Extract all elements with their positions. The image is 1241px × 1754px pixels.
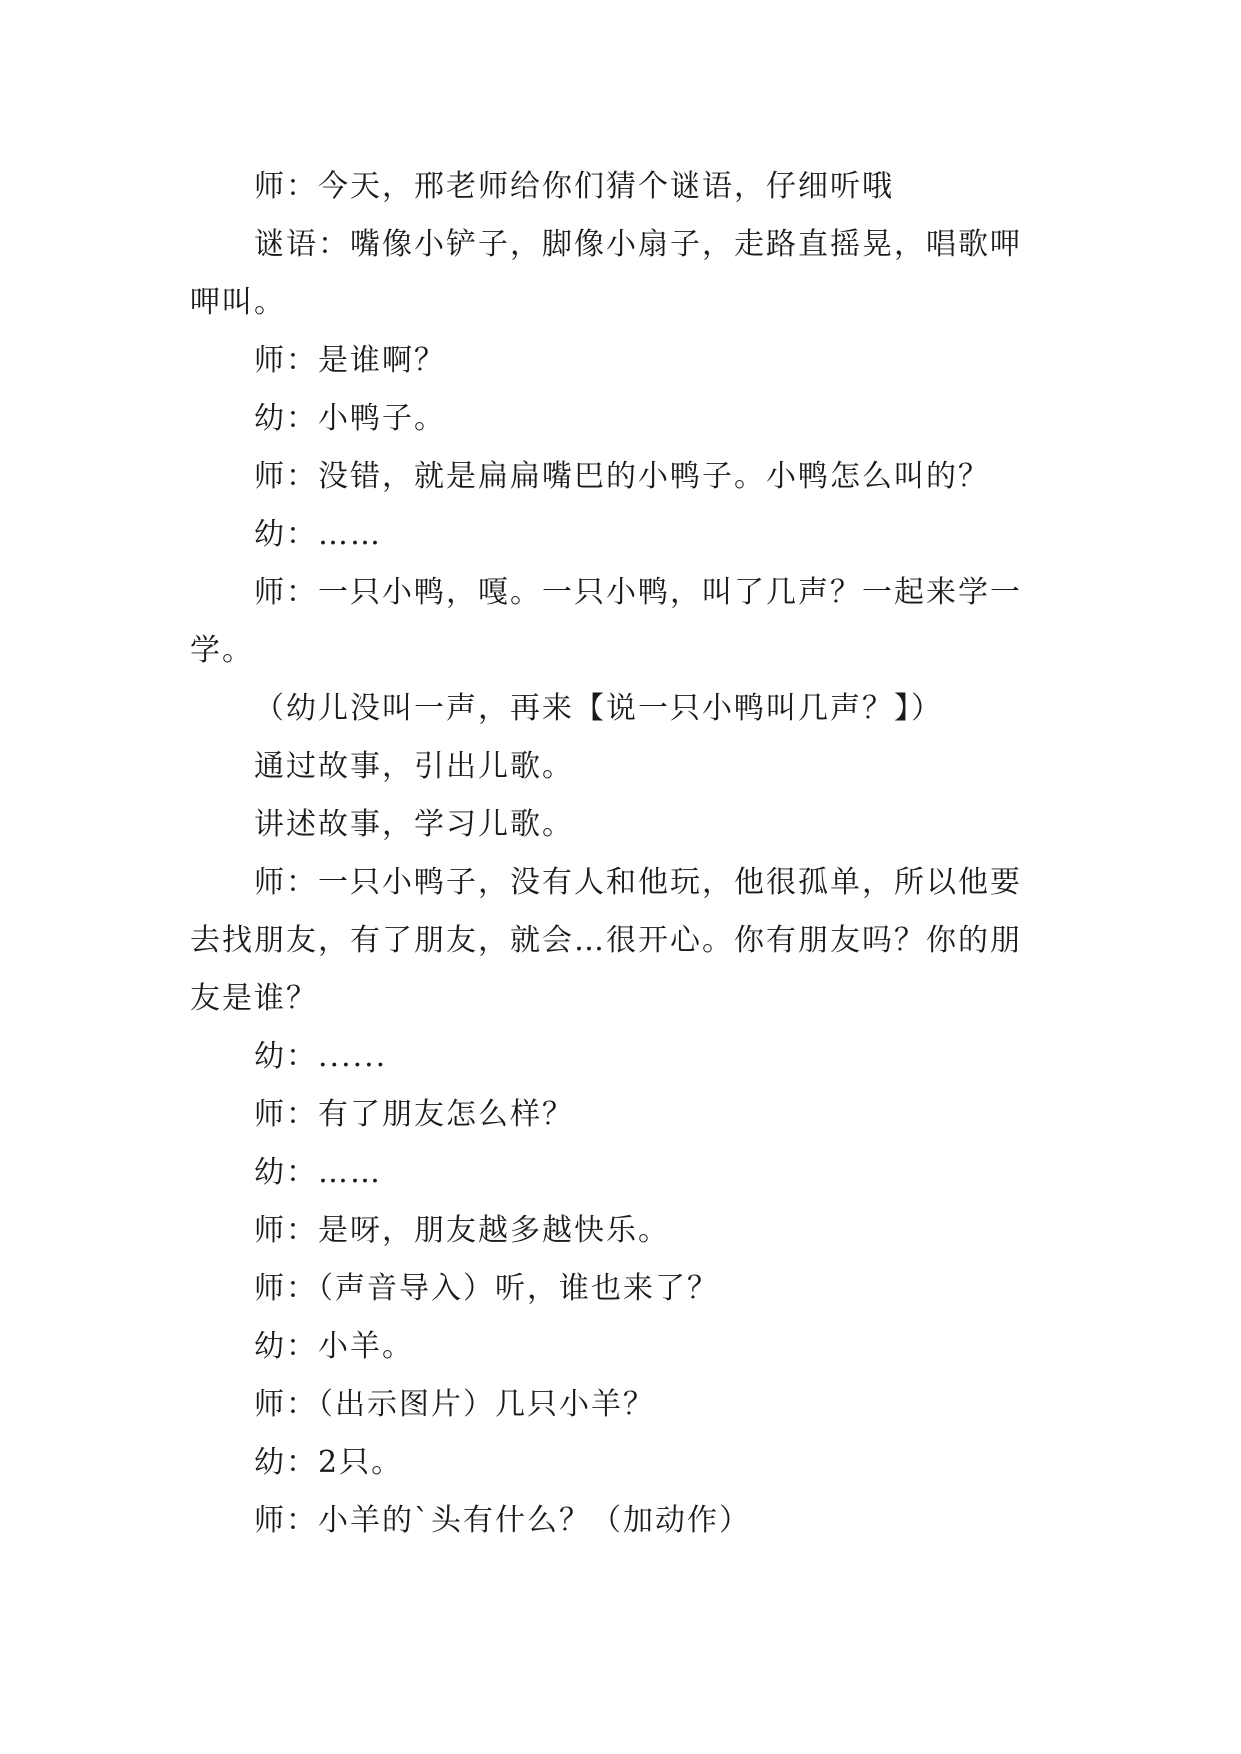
paragraph: 幼：小羊。: [254, 1329, 414, 1364]
paragraph: 师：是呀，朋友越多越快乐。: [254, 1213, 670, 1248]
paragraph: 师：一只小鸭子，没有人和他玩，他很孤单，所以他要去找朋友，有了朋友，就会…很开心。你有朋友吗？你的朋友是谁？: [190, 865, 1022, 1016]
paragraph: 师：（出示图片）几只小羊？: [254, 1387, 655, 1422]
document-body: [190, 158, 1050, 1550]
paragraph: 师：没错，就是扁扁嘴巴的小鸭子。小鸭怎么叫的？: [254, 459, 990, 494]
paragraph: 师：（声音导入）听，谁也来了？: [254, 1271, 719, 1306]
paragraph: 幼：……: [254, 517, 382, 552]
paragraph: 幼：小鸭子。: [254, 401, 446, 436]
paragraph: 通过故事，引出儿歌。: [254, 749, 574, 784]
paragraph: 幼：......: [254, 1039, 388, 1074]
paragraph: 幼：2只。: [254, 1445, 404, 1480]
paragraph: 师：今天，邢老师给你们猜个谜语，仔细听哦: [254, 169, 894, 204]
paragraph: 师：是谁啊？: [254, 343, 446, 378]
paragraph: （幼儿没叫一声，再来【说一只小鸭叫几声？】）: [254, 691, 943, 726]
paragraph: 师：有了朋友怎么样？: [254, 1097, 574, 1132]
paragraph: 师：小羊的`头有什么？（加动作）: [254, 1503, 751, 1538]
paragraph: 谜语：嘴像小铲子，脚像小扇子，走路直摇晃，唱歌呷呷叫。: [190, 227, 1022, 320]
paragraph: 讲述故事，学习儿歌。: [254, 807, 574, 842]
paragraph: 师：一只小鸭，嘎。一只小鸭，叫了几声？一起来学一学。: [190, 575, 1022, 668]
paragraph: 幼：……: [254, 1155, 382, 1190]
